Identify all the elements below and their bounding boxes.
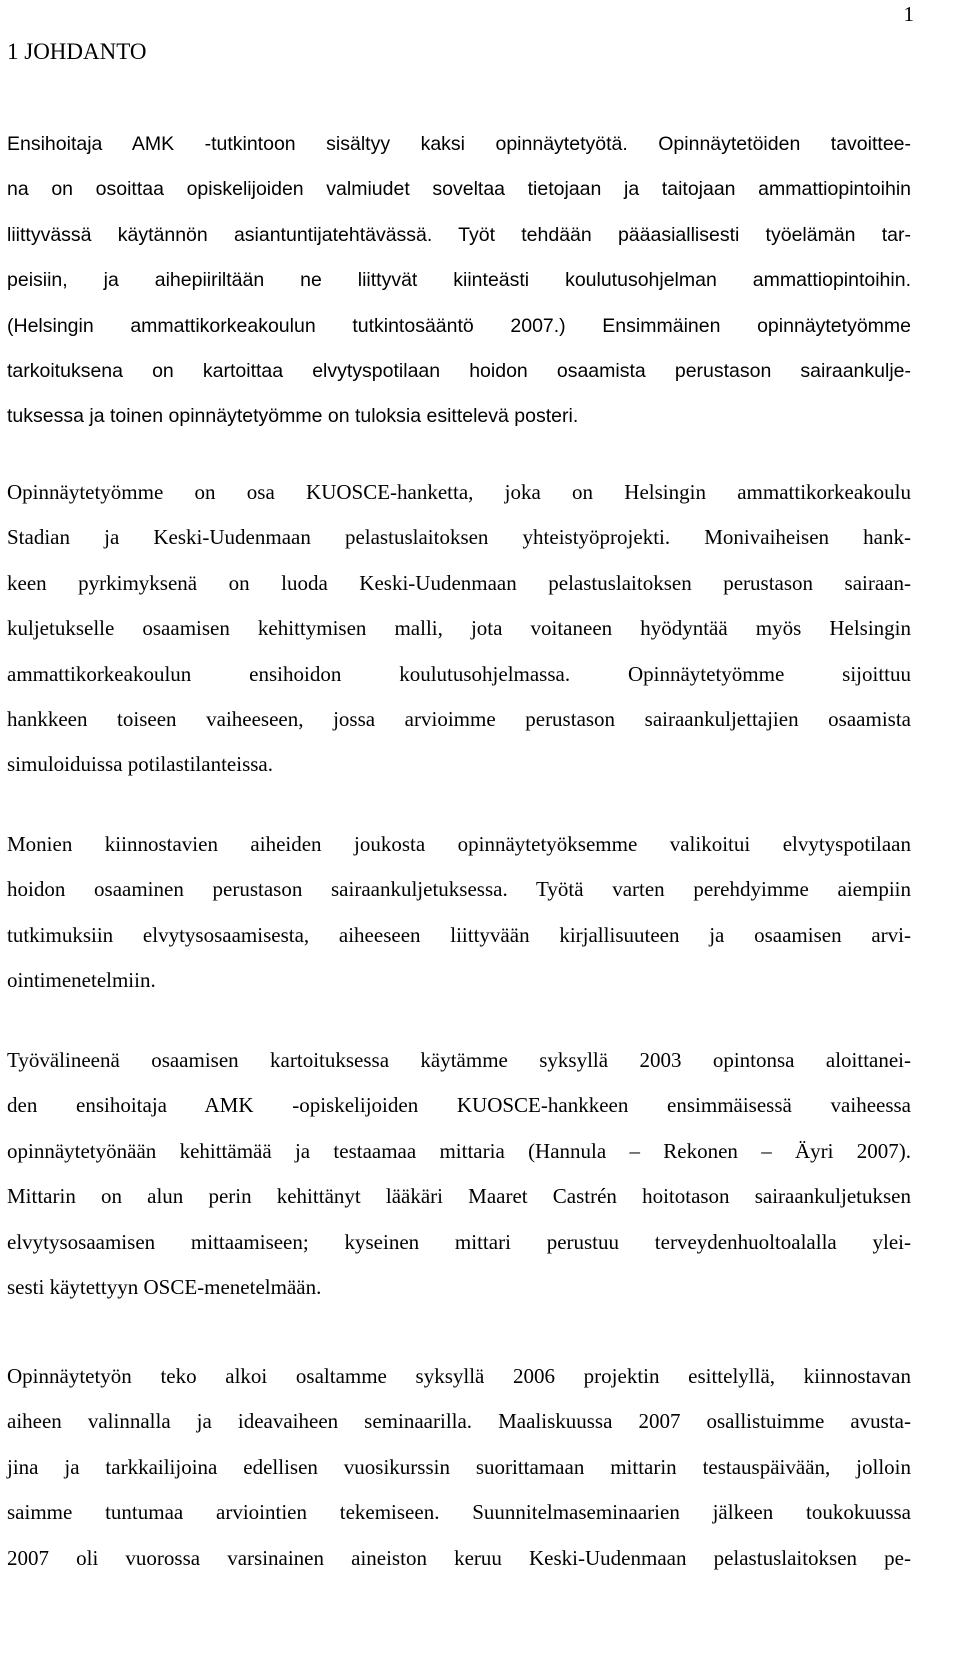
text-line: peisiin, ja aihepiiriltään ne liittyvät kiinteästi koulutusohjelman ammattiopintoihin. bbox=[7, 269, 911, 292]
text-line: liittyvässä käytännön asiantuntijatehtävässä. Työt tehdään pääasiallisesti työelämän tar- bbox=[7, 223, 911, 246]
text-line: na on osoittaa opiskelijoiden valmiudet soveltaa tietojaan ja taitojaan ammattiopintoihin bbox=[7, 178, 911, 201]
text-line: Mittarin on alun perin kehittänyt lääkäri Maaret Castrén hoitotason sairaankuljetuksen bbox=[7, 1184, 911, 1209]
text-line: Opinnäytetyömme on osa KUOSCE-hanketta, joka on Helsingin ammattikorkeakoulu bbox=[7, 480, 911, 504]
paragraph-5 bbox=[7, 1354, 911, 1581]
text-line: den ensihoitaja AMK -opiskelijoiden KUOSCE-hankkeen ensimmäisessä vaiheessa bbox=[7, 1093, 911, 1118]
section-heading: 1 JOHDANTO bbox=[7, 39, 147, 64]
paragraph-4 bbox=[7, 1038, 911, 1310]
text-line: Ensihoitaja AMK -tutkintoon sisältyy kaksi opinnäytetyötä. Opinnäytetöiden tavoittee- bbox=[7, 133, 911, 155]
text-line: tutkimuksiin elvytysosaamisesta, aiheeseen liittyvään kirjallisuuteen ja osaamisen arvi- bbox=[7, 922, 911, 947]
text-line: tuksessa ja toinen opinnäytetyömme on tuloksia esittelevä posteri. bbox=[7, 405, 579, 428]
text-line: simuloiduissa potilastilanteissa. bbox=[7, 752, 273, 777]
page-number: 1 bbox=[903, 2, 914, 26]
text-line: sesti käytettyyn OSCE-menetelmään. bbox=[7, 1274, 322, 1299]
text-line: ointimenetelmiin. bbox=[7, 968, 156, 993]
paragraph-1 bbox=[7, 122, 911, 440]
text-line: Työvälineenä osaamisen kartoituksessa käytämme syksyllä 2003 opintonsa aloittanei- bbox=[7, 1048, 911, 1072]
text-line: jina ja tarkkailijoina edellisen vuosikurssin suorittamaan mittarin testauspäivään, jolloin bbox=[7, 1454, 911, 1479]
text-line: Stadian ja Keski-Uudenmaan pelastuslaitoksen yhteistyöprojekti. Monivaiheisen hank- bbox=[7, 525, 911, 550]
text-line: hoidon osaaminen perustason sairaankuljetuksessa. Työtä varten perehdyimme aiempiin bbox=[7, 877, 911, 902]
text-line: aiheen valinnalla ja ideavaiheen seminaarilla. Maaliskuussa 2007 osallistuimme avusta- bbox=[7, 1409, 911, 1434]
text-line: Monien kiinnostavien aiheiden joukosta opinnäytetyöksemme valikoitui elvytyspotilaan bbox=[7, 832, 911, 856]
text-line: elvytysosaamisen mittaamiseen; kyseinen mittari perustuu terveydenhuoltoalalla ylei- bbox=[7, 1229, 911, 1254]
text-line: kuljetukselle osaamisen kehittymisen malli, jota voitaneen hyödyntää myös Helsingin bbox=[7, 616, 911, 641]
text-line: opinnäytetyönään kehittämää ja testaamaa mittaria (Hannula – Rekonen – Äyri 2007). bbox=[7, 1138, 911, 1163]
paragraph-2 bbox=[7, 470, 911, 788]
text-line: hankkeen toiseen vaiheeseen, jossa arvioimme perustason sairaankuljettajien osaamista bbox=[7, 706, 911, 731]
text-line: Opinnäytetyön teko alkoi osaltamme syksyllä 2006 projektin esittelyllä, kiinnostavan bbox=[7, 1364, 911, 1388]
text-line: keen pyrkimyksenä on luoda Keski-Uudenmaan pelastuslaitoksen perustason sairaan- bbox=[7, 570, 911, 595]
paragraph-3 bbox=[7, 822, 911, 1004]
text-line: (Helsingin ammattikorkeakoulun tutkintosääntö 2007.) Ensimmäinen opinnäytetyömme bbox=[7, 314, 911, 337]
text-line: saimme tuntumaa arviointien tekemiseen. Suunnitelmaseminaarien jälkeen toukokuussa bbox=[7, 1500, 911, 1525]
text-line: ammattikorkeakoulun ensihoidon koulutusohjelmassa. Opinnäytetyömme sijoittuu bbox=[7, 661, 911, 686]
text-line: tarkoituksena on kartoittaa elvytyspotilaan hoidon osaamista perustason sairaankulje- bbox=[7, 359, 911, 382]
text-line: 2007 oli vuorossa varsinainen aineiston keruu Keski-Uudenmaan pelastuslaitoksen pe- bbox=[7, 1545, 911, 1570]
